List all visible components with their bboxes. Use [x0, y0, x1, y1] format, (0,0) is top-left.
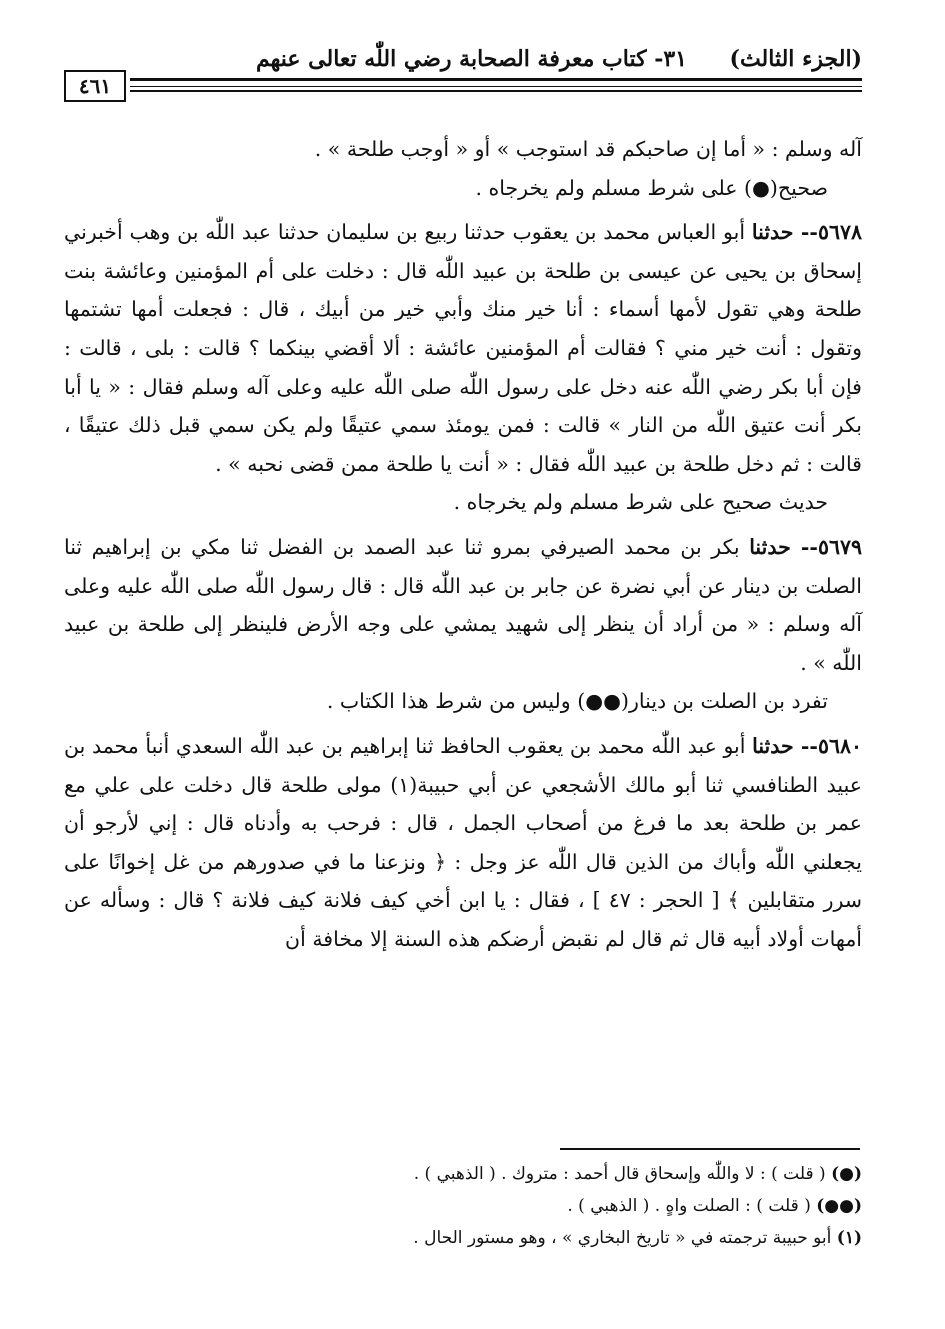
- hadith-text: أبو العباس محمد بن يعقوب حدثنا ربيع بن سليمان حدثنا عبد اللّٰه بن وهب أخبرني إسحاق بن يحيى عن عيسى بن طلحة بن عبيد اللّٰه قال : دخلت على أم المؤمنين وعائشة بنت طلحة وهي تقول لأمها أسماء : أنا خير منك وأبي خير من أبيك ، قال : فجعلت أمها تشتمها وتقول : أنت خير مني ؟ فقالت أم المؤمنين عائشة : ألا أقضي بينكما ؟ قالت : بلى ، قالت : فإن أبا بكر رضي اللّٰه عنه دخل على رسول اللّٰه صلى اللّٰه عليه وعلى آله وسلم فقال : « يا أبا بكر أنت عتيق اللّٰه من النار » قالت : فمن يومئذ سمي عتيقًا ولم يكن سمي قبل ذلك عتيقًا ، قالت : ثم دخل طلحة بن عبيد اللّٰه فقال : « أنت يا طلحة ممن قضى نحبه » .: [64, 220, 863, 476]
- grading-comment: [64, 169, 862, 208]
- footnote-marker: (●●): [816, 1196, 862, 1216]
- chapter-title: ٣١- كتاب معرفة الصحابة رضي اللّٰه تعالى عنهم: [255, 46, 687, 72]
- footnote-text: ( قلت ) : لا واللّٰه وإسحاق قال أحمد : متروك . ( الذهبي ) .: [413, 1164, 826, 1184]
- comment-text: صحيح(●) على شرط مسلم ولم يخرجاه .: [475, 175, 828, 200]
- hadith-number: ٥٦٨٠: [817, 733, 862, 758]
- page-number: ٤٦١: [64, 70, 126, 102]
- hadith-keyword: -- حدثنا: [751, 220, 818, 245]
- paragraph-text: آله وسلم : « أما إن صاحبكم قد استوجب » أو « أوجب طلحة » .: [314, 137, 862, 161]
- hadith-text: بكر بن محمد الصيرفي بمرو ثنا عبد الصمد بن الفضل ثنا مكي بن إبراهيم ثنا الصلت بن دينار عن أبي نضرة عن جابر بن عبد اللّٰه قال : قال رسول اللّٰه صلى اللّٰه عليه وعلى آله وسلم : « من أراد أن ينظر إلى شهيد يمشي على وجه الأرض فلينظر إلى طلحة بن عبيد اللّٰه » .: [64, 534, 862, 675]
- hadith-text: أبو عبد اللّٰه محمد بن يعقوب الحافظ ثنا إبراهيم بن عبد اللّٰه السعدي أنبأ محمد بن عبيد الطنافسي ثنا أبو مالك الأشجعي عن أبي حبيبة(١) مولى طلحة قال دخلت على علي مع عمر بن طلحة بعد ما فرغ من أصحاب الجمل ، قال : فرحب به وأدناه قال : إني لأرجو أن يجعلني اللّٰه وأباك من الذين قال اللّٰه عز وجل : ﴿ ونزعنا ما في صدورهم من غل إخوانًا على سرر متقابلين ﴾ [ الحجر : ٤٧ ] ، فقال : يا ابن أخي كيف فلانة كيف فلانة ؟ قال : وسأله عن أمهات أولاد أبيه قال ثم قال لم نقبض أرضكم هذه السنة إلا مخافة أن: [64, 733, 863, 951]
- comment-text: تفرد بن الصلت بن دينار(●●) وليس من شرط هذا الكتاب .: [326, 689, 828, 714]
- hadith-entry: [64, 213, 862, 483]
- footnote: [64, 1190, 862, 1222]
- header-rule: [130, 86, 862, 87]
- footnote-marker: (١): [836, 1228, 862, 1248]
- footnote: [64, 1222, 862, 1254]
- hadith-keyword: -- حدثنا: [752, 733, 818, 758]
- footnote-text: ( قلت ) : الصلت واهٍ . ( الذهبي ) .: [567, 1196, 811, 1216]
- hadith-number: ٥٦٧٩: [817, 534, 862, 559]
- hadith-entry: [64, 727, 862, 959]
- footnote-separator: [560, 1148, 860, 1150]
- hadith-keyword: -- حدثنا: [749, 534, 818, 559]
- page-header: [64, 40, 862, 98]
- header-rule: [130, 90, 862, 92]
- paragraph: [64, 130, 862, 169]
- footnote: [64, 1158, 862, 1190]
- footnote-text: أبو حبيبة ترجمته في « تاريخ البخاري » ، وهو مستور الحال .: [413, 1228, 832, 1248]
- main-text: [64, 130, 862, 958]
- volume-label: (الجزء الثالث): [729, 46, 862, 72]
- footnotes: [64, 1158, 862, 1254]
- hadith-number: ٥٦٧٨: [817, 220, 862, 245]
- footnote-marker: (●): [831, 1164, 862, 1184]
- hadith-entry: [64, 528, 862, 682]
- comment-text: حديث صحيح على شرط مسلم ولم يخرجاه .: [453, 490, 828, 515]
- grading-comment: [64, 682, 862, 721]
- grading-comment: [64, 483, 862, 522]
- header-rule: [130, 78, 862, 81]
